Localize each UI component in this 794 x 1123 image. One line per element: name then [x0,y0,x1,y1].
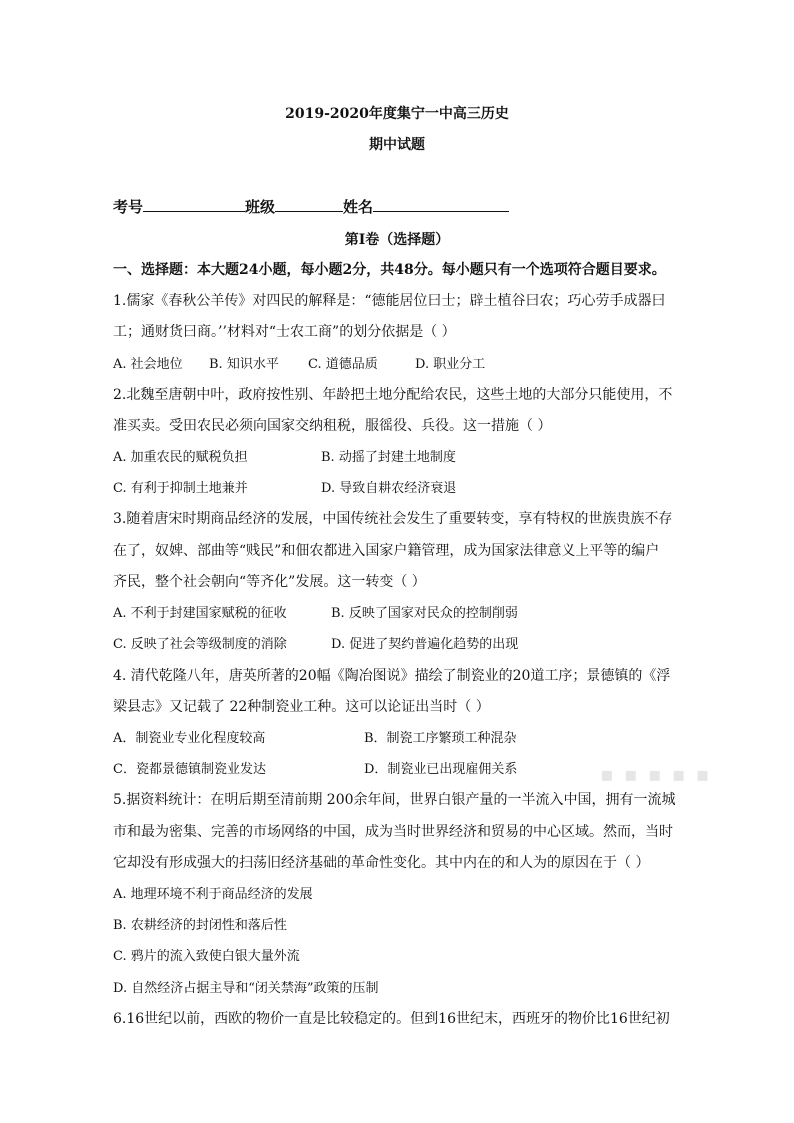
class-label: 班级 [245,198,276,216]
q2-line-2: 准买卖。受田农民必须向国家交纳租税，服徭役、兵役。这一措施（ ） [113,418,552,434]
q3-option-d: D. 促进了契约普遍化趋势的出现 [331,637,519,652]
class-field[interactable] [275,197,343,212]
student-info-row [113,196,509,217]
q2-option-b: B. 动摇了封建土地制度 [321,450,456,465]
q1-option-a: A. 社会地位 [113,357,183,372]
q4-option-a: A．制瓷业专业化程度较高 [113,731,266,746]
q5-line-2: 市和最为密集、完善的市场网络的中国，成为当时世界经济和贸易的中心区域。然而，当时 [113,824,673,840]
part-heading: 第Ⅰ卷（选择题） [344,232,450,248]
q4-line-2: 梁县志》又记载了 22种制瓷业工种。这可以论证出当时（ ） [113,699,490,715]
q6-line-1: 6.16世纪以前，西欧的物价一直是比较稳定的。但到16世纪末，西班牙的物价比16世纪初 [113,1011,670,1027]
q2-line-1: 2.北魏至唐朝中叶，政府按性别、年龄把土地分配给农民，这些土地的大部分只能使用，不 [113,387,673,403]
q5-line-3: 它却没有形成强大的扫荡旧经济基础的革命性变化。其中内在的和人为的原因在于（ ） [113,855,650,871]
exam-subtitle: 期中试题 [369,137,425,153]
q1-option-b: B. 知识水平 [209,357,279,372]
q5-option-b: B. 农耕经济的封闭性和落后性 [113,918,287,933]
q3-line-2: 在了，奴婢、部曲等“贱民”和佃农都进入国家户籍管理，成为国家法律意义上平等的编户 [113,543,660,559]
exam-title: 2019-2020年度集宁一中高三历史 [285,106,509,122]
q4-line-1: 4. 清代乾隆八年，唐英所著的20幅《陶冶图说》描绘了制瓷业的20道工序；景德镇的《浮 [113,668,671,684]
q4-option-b: B．制瓷工序繁琐工种混杂 [364,731,517,746]
q3-line-1: 3.随着唐宋时期商品经济的发展，中国传统社会发生了重要转变，享有特权的世族贵族不存 [113,511,673,527]
q3-option-c: C. 反映了社会等级制度的消除 [113,637,287,652]
faint-watermark: ▪ ▪ ▪ ▪ ▪ [600,762,712,786]
q3-option-b: B. 反映了国家对民众的控制削弱 [331,606,518,621]
exam-no-label: 考号 [113,198,144,216]
section-heading: 一、选择题：本大题24小题，每小题2分，共48分。每小题只有一个选项符合题目要求。 [113,262,666,278]
q2-option-a: A. 加重农民的赋税负担 [113,450,248,465]
q2-option-c: C. 有利于抑制土地兼并 [113,481,248,496]
q3-option-a: A. 不利于封建国家赋税的征收 [113,606,287,621]
q5-line-1: 5.据资料统计：在明后期至清前期 200余年间，世界白银产量的一半流入中国，拥有一流城 [113,792,676,808]
q2-option-d: D. 导致自耕农经济衰退 [321,481,457,496]
q4-option-c: C．瓷都景德镇制瓷业发达 [113,762,266,777]
q1-line-1: 1.儒家《春秋公羊传》对四民的解释是：“德能居位曰士；辟土植谷曰农；巧心劳手成器曰 [113,293,666,309]
exam-no-field[interactable] [143,197,245,212]
q1-option-c: C. 道德品质 [308,357,378,372]
q1-line-2: 工；通财货曰商。’’材料对“士农工商”的划分依据是（ ） [113,324,456,340]
q3-line-3: 齐民，整个社会朝向“等齐化”发展。这一转变（ ） [113,574,426,590]
name-label: 姓名 [343,198,374,216]
q1-option-d: D. 职业分工 [415,357,486,372]
q4-option-d: D．制瓷业已出现雇佣关系 [364,762,518,777]
q5-option-a: A. 地理环境不利于商品经济的发展 [113,887,313,902]
q5-option-d: D. 自然经济占据主导和“闭关禁海”政策的压制 [113,981,379,996]
q5-option-c: C. 鸦片的流入致使白银大量外流 [113,949,300,964]
name-field[interactable] [373,197,509,212]
